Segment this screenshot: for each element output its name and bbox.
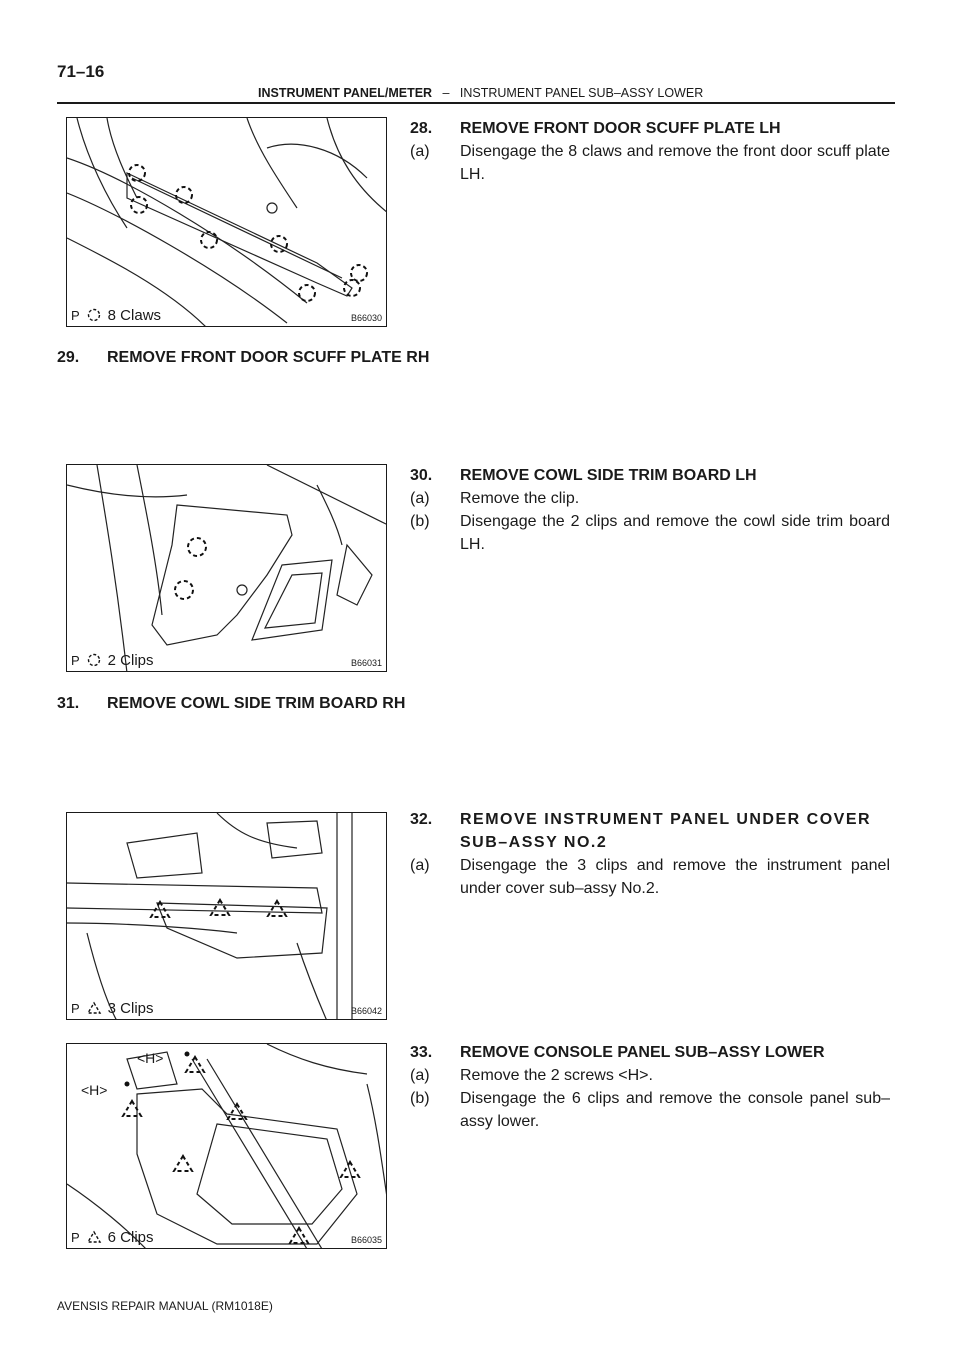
step-heading (410, 117, 890, 140)
figure-caption-text: 6 Clips (107, 1229, 154, 1246)
substep (410, 1064, 890, 1087)
cowl-side-trim-illustration (67, 465, 387, 672)
running-header (258, 86, 703, 100)
figure-prefix: P (71, 653, 80, 668)
figure-cowl-side-trim (66, 464, 387, 672)
substep-label: (a) (410, 143, 430, 160)
step-title: REMOVE FRONT DOOR SCUFF PLATE LH (460, 120, 781, 137)
substep-text: Remove the 2 screws <H>. (460, 1067, 653, 1084)
header-separator: – (442, 86, 450, 100)
substep-text: Remove the clip. (460, 490, 580, 507)
clip-markers (151, 900, 286, 917)
figure-under-cover (66, 812, 387, 1020)
step-title: REMOVE COWL SIDE TRIM BOARD RH (107, 695, 406, 712)
figure-caption-text: 8 Claws (107, 307, 162, 324)
step-29 (57, 346, 429, 369)
substep (410, 854, 890, 900)
figure-caption (71, 307, 161, 324)
substep-label: (a) (410, 1067, 430, 1084)
substep-text: Disengage the 2 clips and remove the cowl side trim board LH. (460, 513, 890, 553)
figure-caption-text: 2 Clips (107, 652, 154, 669)
step-number: 28. (410, 120, 433, 137)
substep-label: (b) (410, 513, 430, 530)
dashed-triangle-icon (86, 1001, 102, 1015)
step-32 (410, 808, 890, 900)
clip-markers (175, 538, 206, 599)
step-title: REMOVE CONSOLE PANEL SUB–ASSY LOWER (460, 1044, 825, 1061)
figure-code: B66035 (350, 1235, 382, 1245)
substep-label: (a) (410, 857, 430, 874)
header-subsection: INSTRUMENT PANEL SUB–ASSY LOWER (459, 86, 704, 100)
figure-prefix: P (71, 1230, 80, 1245)
figure-code: B66042 (350, 1006, 382, 1016)
step-heading (57, 692, 405, 715)
step-33 (410, 1041, 890, 1133)
dashed-circle-icon (86, 653, 102, 667)
step-number: 32. (410, 811, 433, 828)
substep (410, 510, 890, 556)
figure-prefix: P (71, 1001, 80, 1016)
substep (410, 487, 890, 510)
dashed-circle-icon (86, 308, 102, 322)
scuff-plate-illustration (67, 118, 387, 327)
figure-caption (71, 1229, 154, 1246)
step-title: REMOVE FRONT DOOR SCUFF PLATE RH (107, 349, 430, 366)
figure-console-panel (66, 1043, 387, 1249)
figure-scuff-plate (66, 117, 387, 327)
step-number: 30. (410, 467, 433, 484)
substep-text: Disengage the 8 claws and remove the front door scuff plate LH. (460, 143, 890, 183)
page-footer: AVENSIS REPAIR MANUAL (RM1018E) (57, 1299, 273, 1313)
substep-text: Disengage the 6 clips and remove the console panel sub–assy lower. (460, 1090, 890, 1130)
console-panel-illustration (67, 1044, 387, 1249)
under-cover-illustration (67, 813, 387, 1020)
step-number: 33. (410, 1044, 433, 1061)
figure-prefix: P (71, 308, 80, 323)
step-number: 29. (57, 349, 80, 366)
step-31 (57, 692, 405, 715)
substep (410, 140, 890, 186)
page-number: 71–16 (57, 62, 105, 81)
step-number: 31. (57, 695, 80, 712)
screw-callout: <H> (81, 1082, 108, 1098)
figure-caption (71, 1000, 154, 1017)
step-heading (410, 808, 890, 854)
header-rule (57, 102, 895, 104)
figure-code: B66031 (350, 658, 382, 668)
substep (410, 1087, 890, 1133)
step-title: REMOVE COWL SIDE TRIM BOARD LH (460, 467, 757, 484)
step-heading (57, 346, 429, 369)
step-28 (410, 117, 890, 186)
substep-text: Disengage the 3 clips and remove the instrument panel under cover sub–assy No.2. (460, 857, 890, 897)
step-30 (410, 464, 890, 556)
substep-label: (a) (410, 490, 430, 507)
step-heading (410, 464, 890, 487)
dashed-triangle-icon (86, 1230, 102, 1244)
screw-callout: <H> (137, 1050, 164, 1066)
step-heading (410, 1041, 890, 1064)
figure-code: B66030 (350, 313, 382, 323)
substep-label: (b) (410, 1090, 430, 1107)
step-title: REMOVE INSTRUMENT PANEL UNDER COVER SUB–ASSY NO.2 (460, 811, 872, 851)
figure-caption-text: 3 Clips (107, 1000, 154, 1017)
header-section: INSTRUMENT PANEL/METER (258, 86, 433, 100)
figure-caption (71, 652, 154, 669)
